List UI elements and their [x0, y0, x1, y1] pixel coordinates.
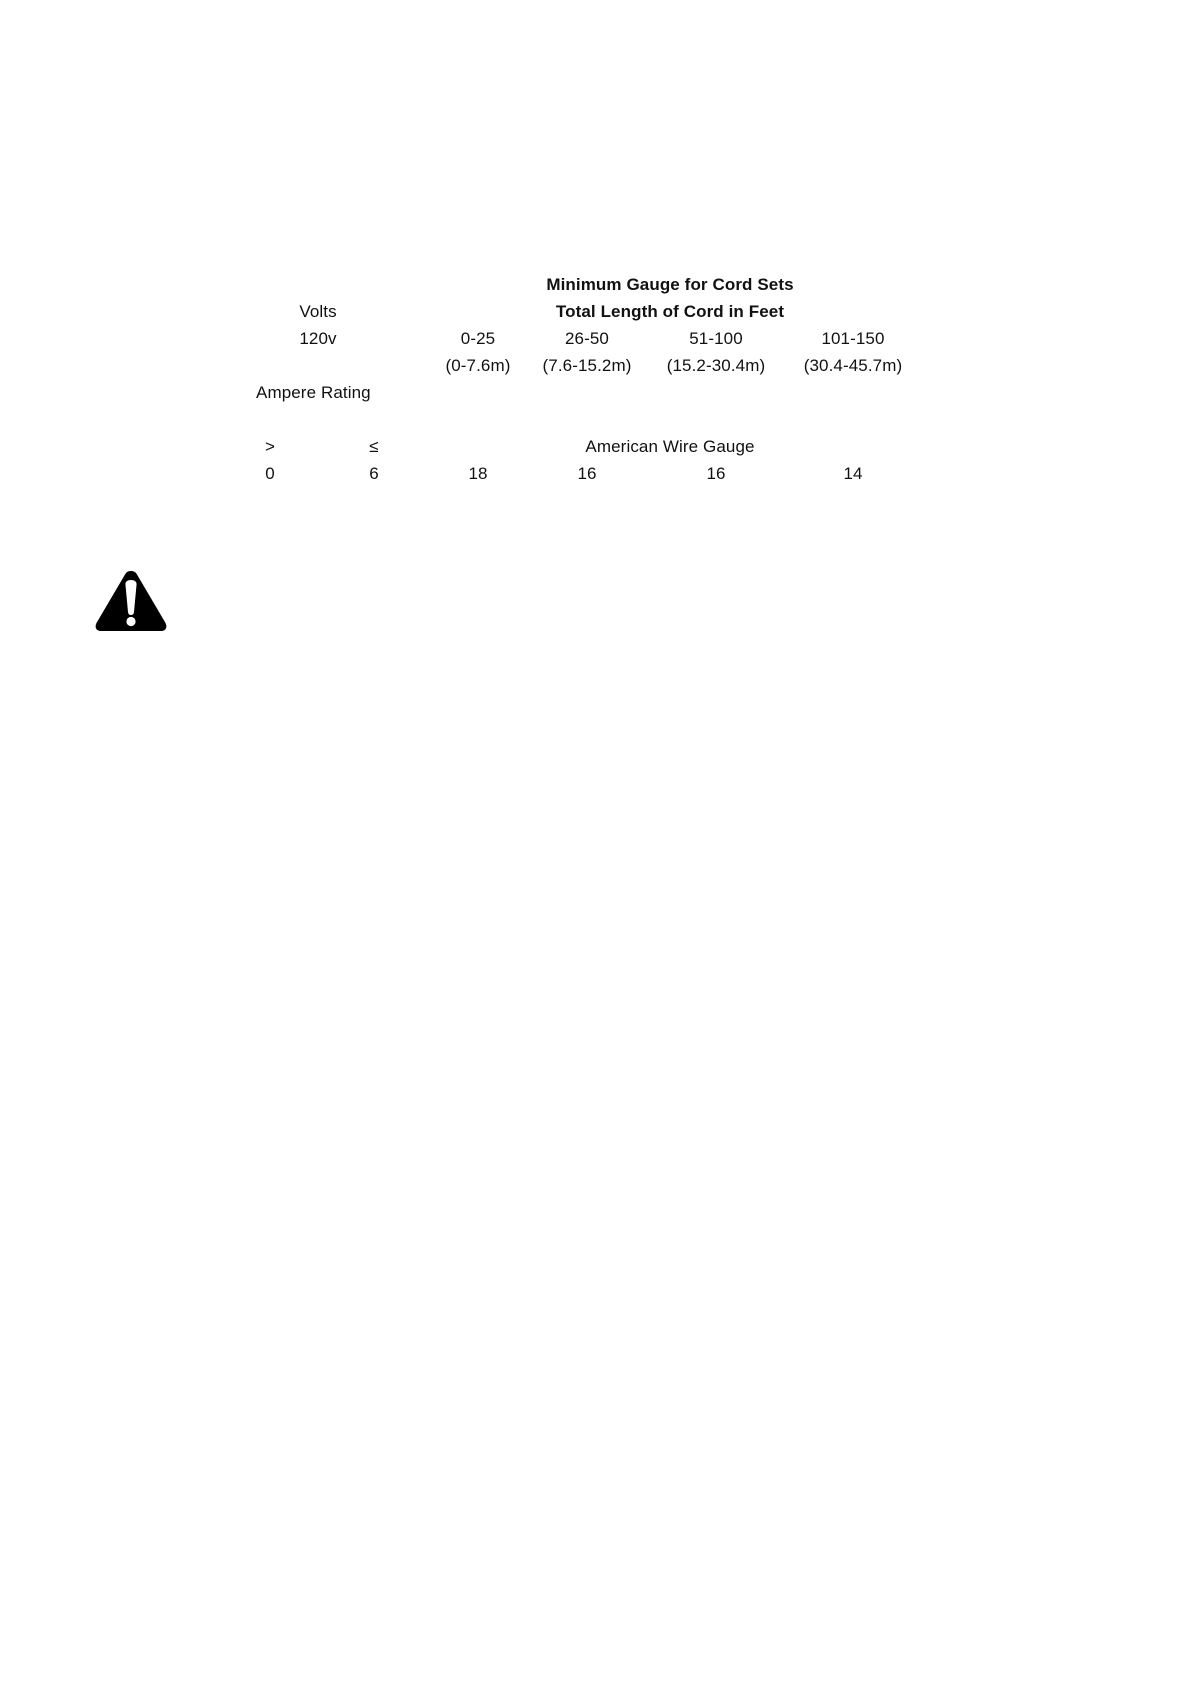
length-header-meters: (7.6-15.2m): [542, 356, 632, 375]
length-header-feet: 101-150: [821, 329, 885, 348]
gauge-value: 18: [468, 464, 488, 483]
volts-value: 120v: [299, 329, 337, 348]
length-header-feet: 51-100: [689, 329, 743, 348]
amp-header-less-equal: ≤: [369, 437, 379, 456]
length-header-meters: (0-7.6m): [445, 356, 511, 375]
length-header-feet: 26-50: [565, 329, 609, 348]
warning-triangle-icon: [94, 570, 168, 632]
amp-min-value: 0: [265, 464, 275, 483]
table-subtitle: Total Length of Cord in Feet: [555, 302, 785, 321]
amp-max-value: 6: [369, 464, 379, 483]
gauge-value: 16: [706, 464, 726, 483]
length-header-meters: (15.2-30.4m): [666, 356, 766, 375]
volts-label: Volts: [299, 302, 337, 321]
table-title: Minimum Gauge for Cord Sets: [546, 275, 794, 294]
amp-header-greater: >: [264, 437, 276, 456]
gauge-value: 14: [843, 464, 863, 483]
length-header-meters: (30.4-45.7m): [803, 356, 903, 375]
gauge-label: American Wire Gauge: [585, 437, 755, 456]
gauge-value: 16: [577, 464, 597, 483]
ampere-rating-label: Ampere Rating: [256, 383, 371, 402]
length-header-feet: 0-25: [460, 329, 496, 348]
